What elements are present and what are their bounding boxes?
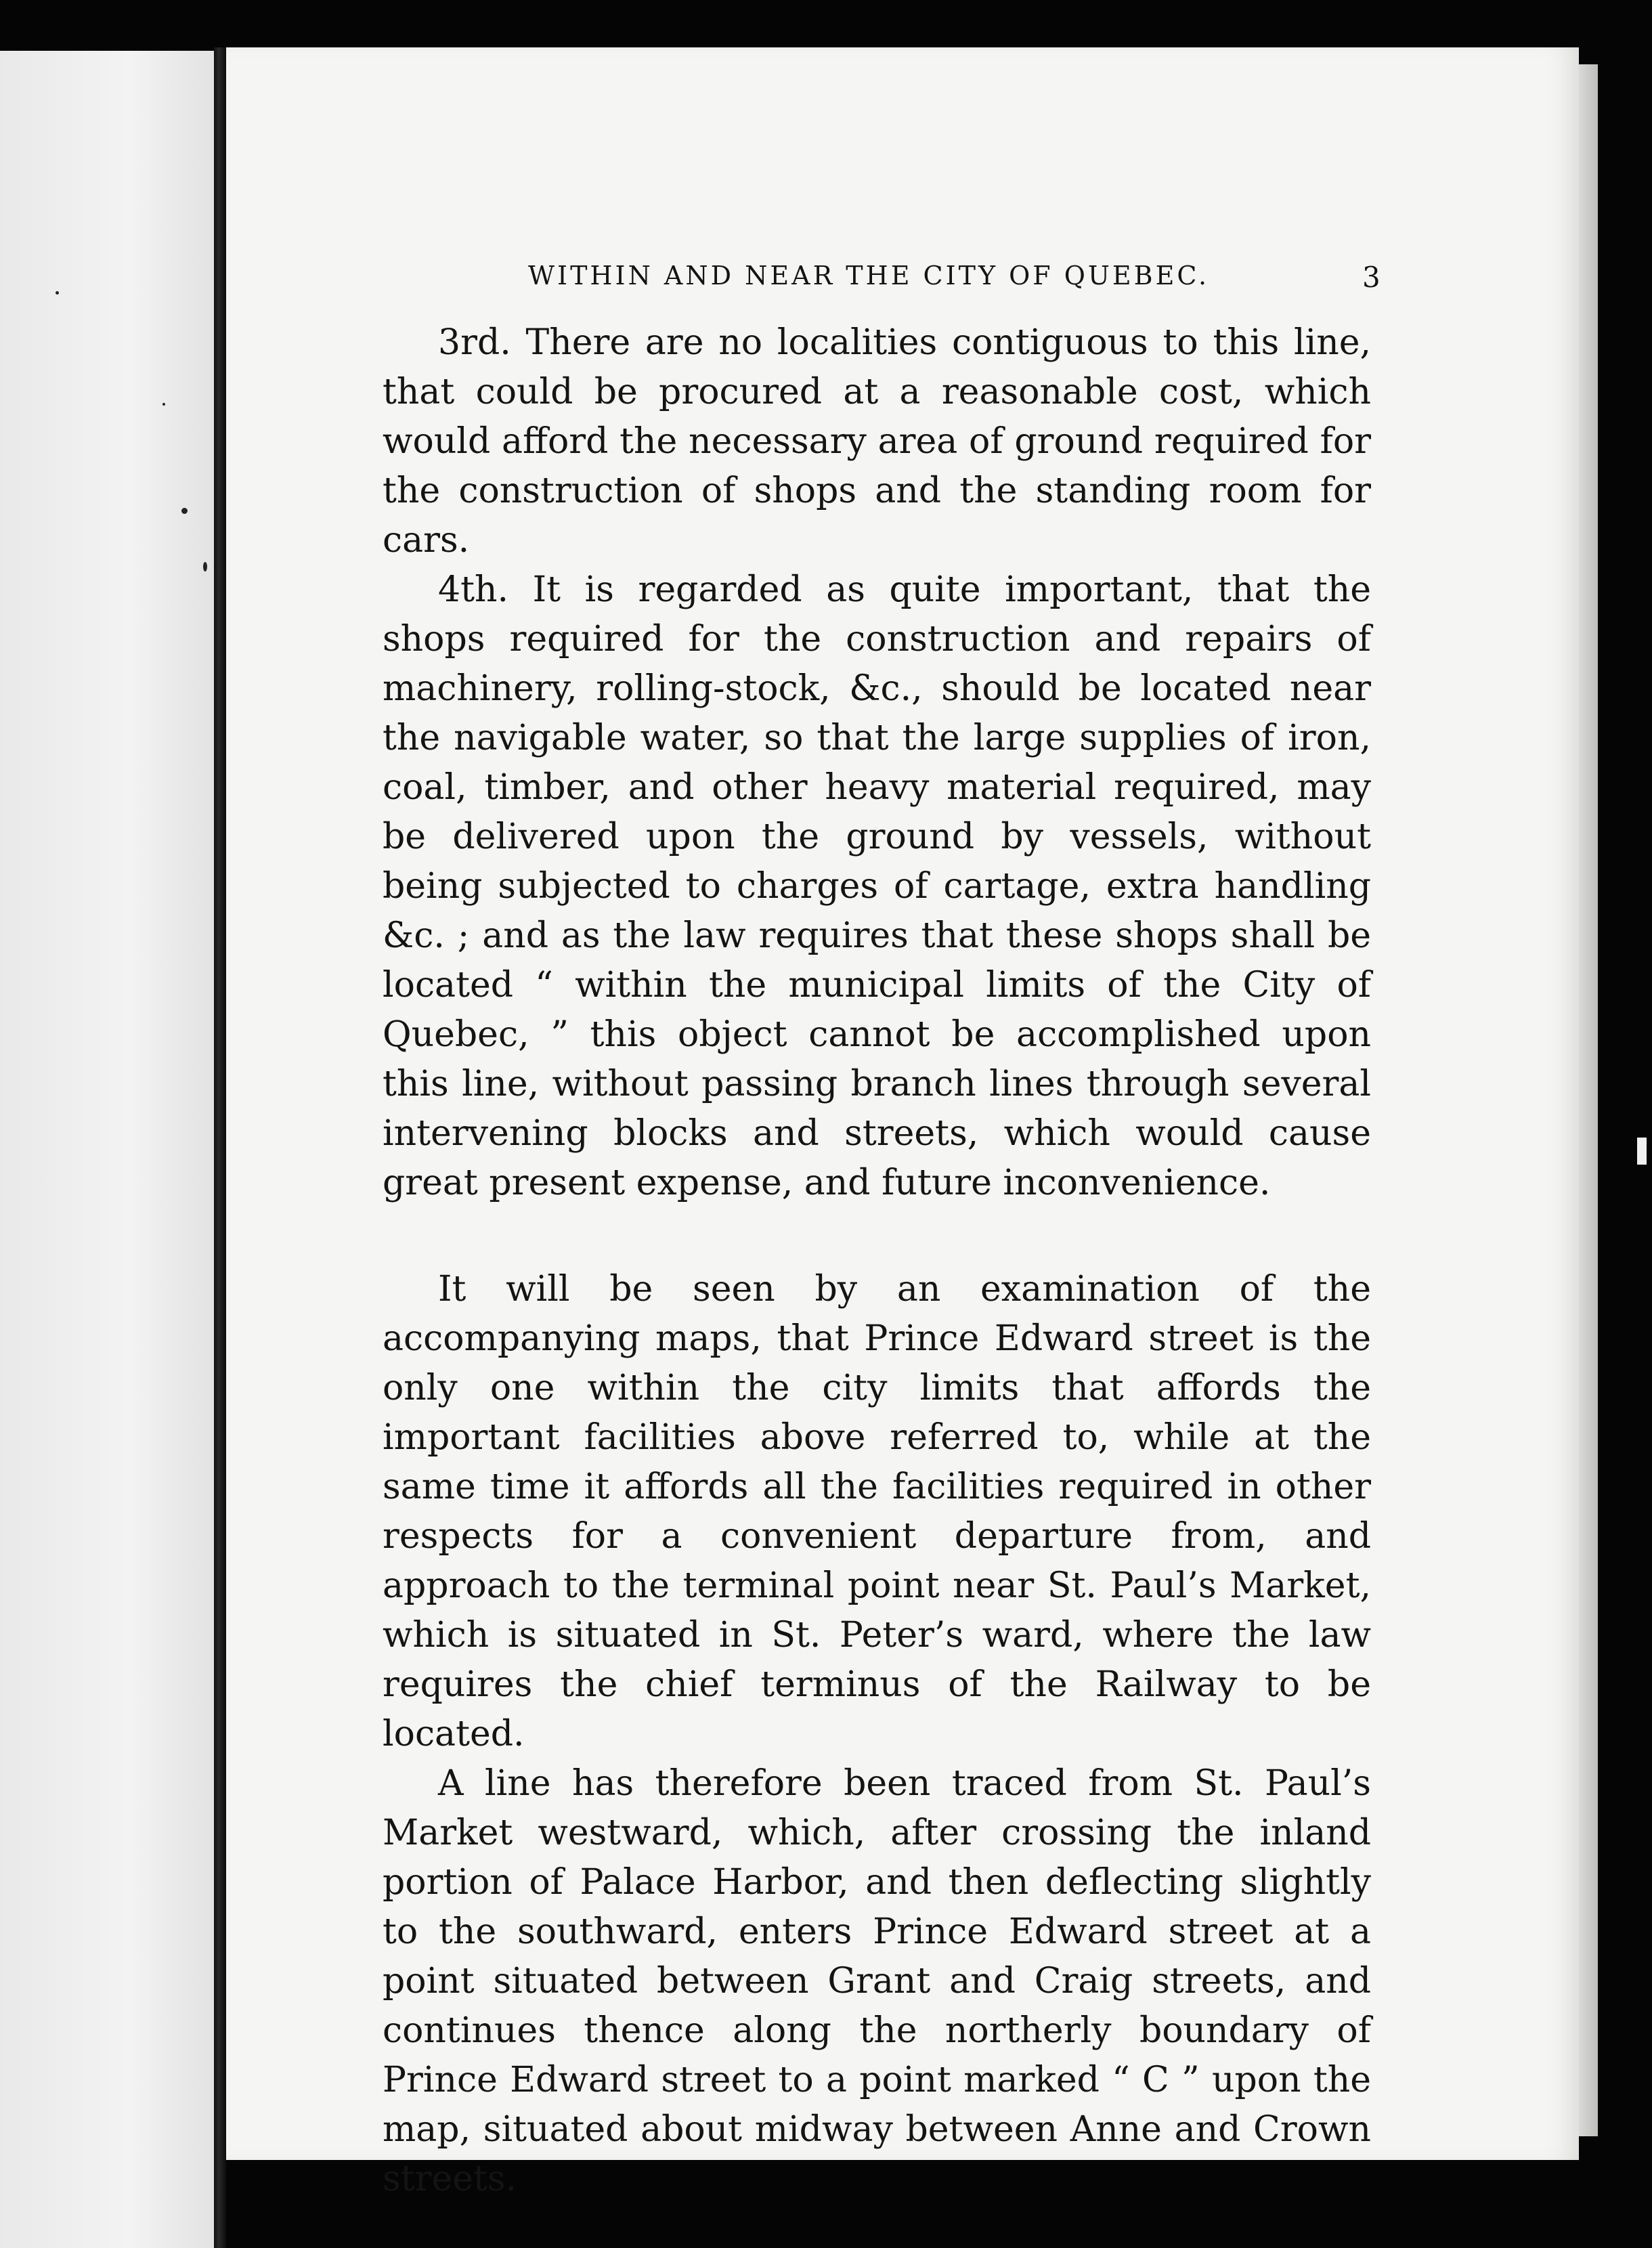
ink-speck bbox=[181, 508, 188, 514]
ink-speck bbox=[56, 291, 59, 295]
page-edge-shadow bbox=[1579, 64, 1598, 2136]
paragraph-prince-edward: It will be seen by an examination of the accompanying maps, that Prince Edward street is the only one within the city limits that affords the important facilities above referred to, while at the same time it affords all the facilities required in other respects for a convenient departure from, and approach to the terminal point near St. Paul’s Market, which is situated in St. Peter’s ward, where the law requires the chief terminus of the Railway to be located. bbox=[383, 1269, 1371, 1754]
ink-speck bbox=[162, 403, 165, 406]
paragraph-3rd: 3rd. There are no localities contiguous to this line, that could be procured at a reasonable cost, which would afford the necessary area of ground required for the construction of shops and the standing room for cars. bbox=[383, 322, 1371, 561]
running-head: WITHIN AND NEAR THE CITY OF QUEBEC. bbox=[528, 261, 1210, 290]
body-text bbox=[383, 318, 1371, 2204]
edge-mark bbox=[1637, 1138, 1647, 1165]
facing-page-edge bbox=[0, 51, 215, 2248]
binding-gutter bbox=[214, 47, 226, 2248]
ink-speck bbox=[203, 562, 207, 571]
paragraph-4th: 4th. It is regarded as quite important, that the shops required for the construction and repairs of machinery, rolling-stock, &c., should be located near the navigable water, so that the large supplies of iron, coal, timber, and other heavy material required, may be delivered upon the ground by vessels, without being subjected to charges of cartage, extra handling &c. ; and as the law requires that these shops shall be located “ within the municipal limits of the City of Quebec, ” this object cannot be accomplished upon this line, without passing branch lines through several intervening blocks and streets, which would cause great present expense, and future inconvenience. bbox=[383, 569, 1371, 1203]
page-number: 3 bbox=[1362, 261, 1381, 294]
paragraph-line-traced: A line has therefore been traced from St. Paul’s Market westward, which, after crossing the inland portion of Palace Harbor, and then deflecting slightly to the southward, enters Prince Edward street at a point situated between Grant and Craig streets, and continues thence along the northerly boundary of Prince Edward street to a point marked “ C ” upon the map, situated about midway between Anne and Crown streets. bbox=[383, 1763, 1371, 2199]
